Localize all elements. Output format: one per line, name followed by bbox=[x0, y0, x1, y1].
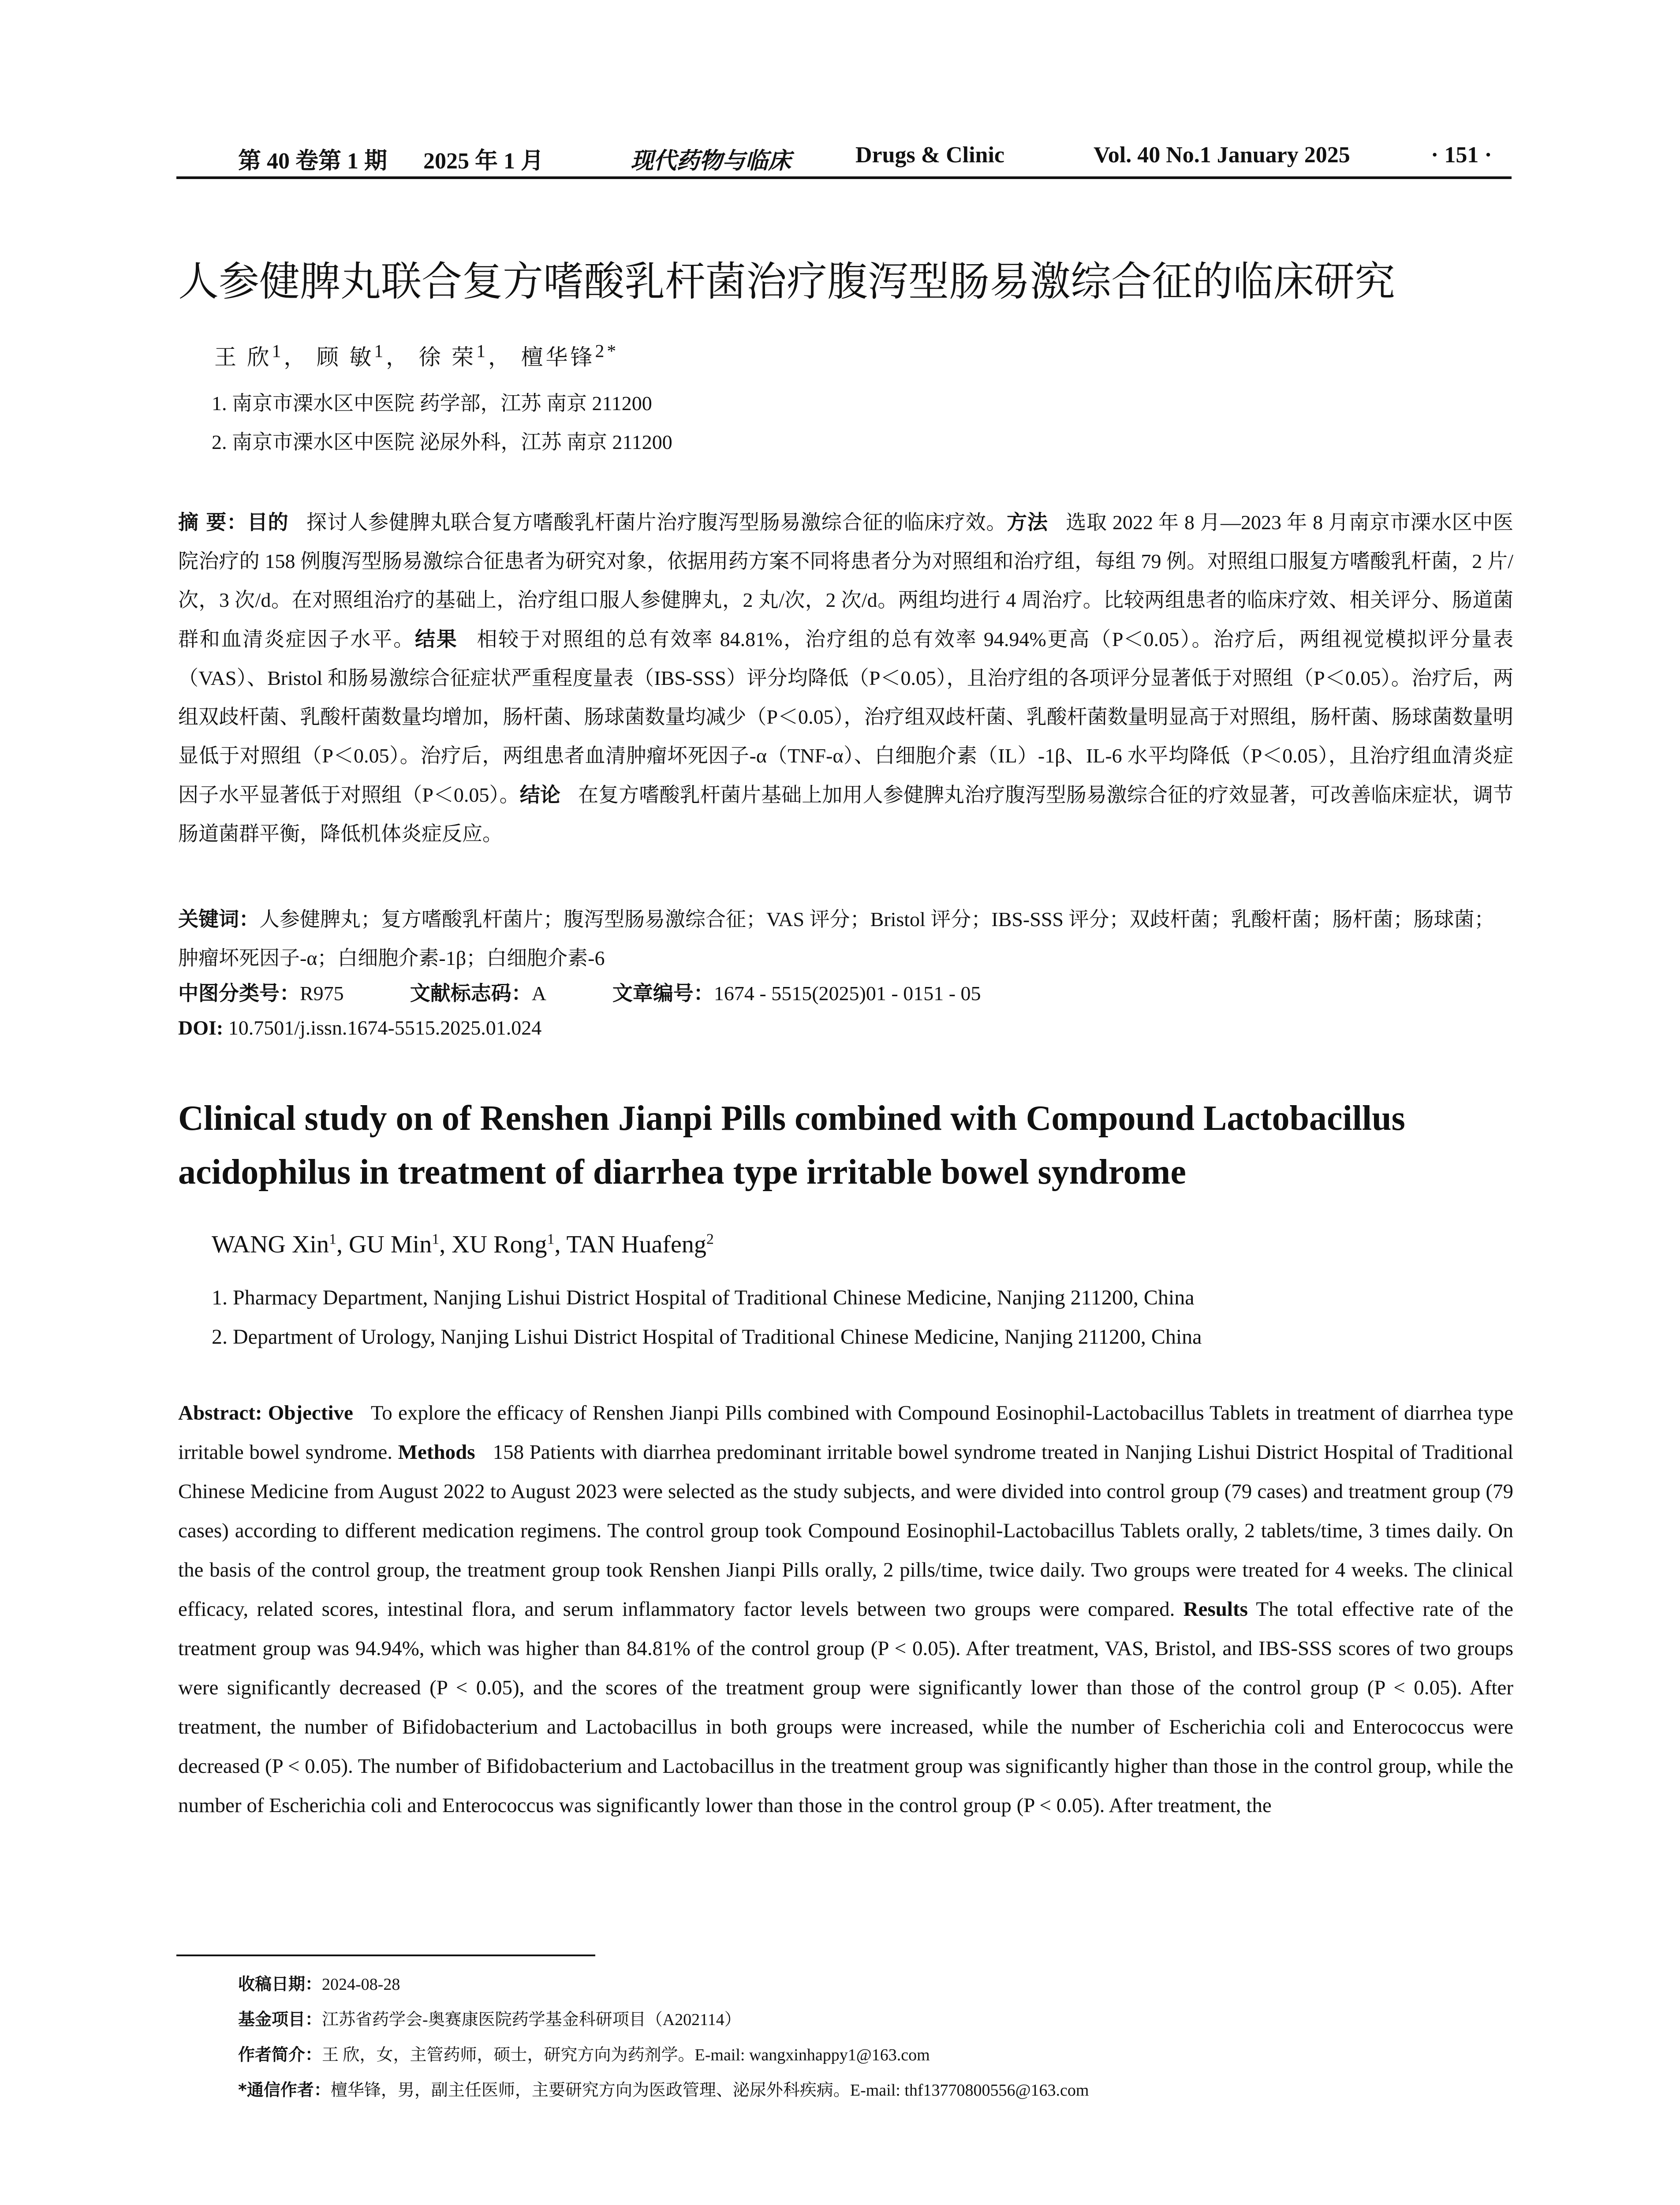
author-mark: 2* bbox=[595, 341, 619, 362]
title-zh: 人参健脾丸联合复方嗜酸乳杆菌治疗腹泻型肠易激综合征的临床研究 bbox=[178, 258, 1396, 305]
doc-code-label: 文献标志码： bbox=[410, 981, 532, 1005]
results-zh: 相较于对照组的总有效率 84.81%，治疗组的总有效率 94.94%更高（P＜0.05）。治疗后，两组视觉模拟评分量表（VAS）、Bristol 和肠易激综合征症状严重程度量表（IBS-SSS）评分均降低（P＜0.05），且治疗组的各项评分显著低于对照组（P＜0.05）。治疗后，两组双歧杆菌、乳酸杆菌数量均增加，肠杆菌、肠球菌数量均减少（P＜0.05），治疗组双歧杆菌、乳酸杆菌数量明显高于对照组，肠杆菌、肠球菌数量明显低于对照组（P＜0.05）。治疗后，两组患者血清肿瘤坏死因子-α（TNF-α）、白细胞介素（IL）-1β、IL-6 水平均降低（P＜0.05），且治疗组血清炎症因子水平显著低于对照组（P＜0.05）。 bbox=[178, 628, 1513, 806]
footnote-rule bbox=[176, 1955, 595, 1956]
conclusion-label-zh: 结论 bbox=[519, 783, 560, 807]
header-journal-zh: 现代药物与临床 bbox=[631, 149, 791, 174]
abstract-en-label: Abstract: Objective bbox=[178, 1401, 353, 1424]
title-en: Clinical study on of Renshen Jianpi Pills combined with Compound Lactobacillus acidophilus in treatment of diarrhea type irritable bowel syndrome bbox=[178, 1099, 1405, 1192]
classification-line bbox=[178, 977, 981, 1006]
doi-value: 10.7501/j.issn.1674-5515.2025.01.024 bbox=[228, 1017, 542, 1039]
author-mark: 1 bbox=[432, 1231, 440, 1248]
doi-line bbox=[178, 1016, 541, 1039]
footnote-label: 作者简介： bbox=[238, 2045, 322, 2064]
footnote-text: 江苏省药学会-奥赛康医院药学基金科研项目（A202114） bbox=[322, 2011, 741, 2029]
affiliation-en-2: 2. Department of Urology, Nanjing Lishui District Hospital of Traditional Chinese Medicine, Nanjing 211200, China bbox=[212, 1325, 1202, 1349]
clc-label: 中图分类号： bbox=[178, 981, 300, 1005]
objective-zh: 探讨人参健脾丸联合复方嗜酸乳杆菌片治疗腹泻型肠易激综合征的临床疗效。 bbox=[306, 511, 1007, 534]
results-label-en: Results bbox=[1183, 1598, 1248, 1621]
author-mark: 1 bbox=[547, 1231, 555, 1248]
author-mark: 1 bbox=[476, 341, 488, 362]
objective-label-zh: 目的 bbox=[247, 510, 289, 534]
doi-label: DOI: bbox=[178, 1017, 224, 1039]
abstract-en bbox=[178, 1394, 1513, 1825]
footnote-text: 2024-08-28 bbox=[322, 1975, 400, 1994]
authors-zh: 王 欣$^1$， 顾 敏$^1$， 徐 荣$^1$， 檀华锋$^{2*}$ bbox=[214, 341, 619, 370]
methods-label-zh: 方法 bbox=[1007, 510, 1048, 534]
author-mark: 1 bbox=[272, 341, 284, 362]
affiliation-zh-1: 1. 南京市溧水区中医院 药学部，江苏 南京 211200 bbox=[212, 392, 652, 415]
footnote-label: 基金项目： bbox=[238, 2010, 322, 2029]
author-zh: 王 欣 bbox=[214, 345, 272, 370]
affiliation-zh-2: 2. 南京市溧水区中医院 泌尿外科，江苏 南京 211200 bbox=[212, 431, 672, 453]
authors-en: WANG Xin$^1$, GU Min$^1$, XU Rong$^1$, TAN Huafeng$^2$ bbox=[212, 1231, 714, 1258]
affiliation-en-1: 1. Pharmacy Department, Nanjing Lishui District Hospital of Traditional Chinese Medicine, Nanjing 211200, China bbox=[212, 1286, 1195, 1309]
author-zh: 顾 敏 bbox=[316, 345, 374, 370]
header-rule bbox=[176, 176, 1512, 179]
footnote-author-bio bbox=[238, 2041, 930, 2065]
doc-code-value: A bbox=[531, 982, 546, 1005]
header-volume-en: Vol. 40 No.1 January 2025 bbox=[1094, 142, 1350, 168]
methods-label-en: Methods bbox=[398, 1441, 475, 1464]
header-page-number: · 151 · bbox=[1431, 142, 1492, 168]
author-zh: 徐 荣 bbox=[418, 345, 477, 370]
header-date-zh: 2025 年 1 月 bbox=[423, 149, 544, 174]
abstract-zh-label: 摘 要： bbox=[178, 510, 247, 534]
results-en: The total effective rate of the treatment group was 94.94%, which was higher than 84.81% of the control group (P < 0.05). After treatment, VAS, Bristol, and IBS-SSS scores of two groups were significantly decreased (P < 0.05), and the scores of the treatment group were significantly lower than those of the control group (P < 0.05). After treatment, the number of Bifidobacterium and Lactobacillus in both groups were increased, while the number of Escherichia coli and Enterococcus were decreased (P < 0.05). The number of Bifidobacterium and Lactobacillus in the treatment group was significantly higher than those in the control group, while the number of Escherichia coli and Enterococcus was significantly lower than those in the control group (P < 0.05). After treatment, the bbox=[178, 1598, 1514, 1817]
footnote-text: 王 欣，女，主管药师，硕士，研究方向为药剂学。E-mail: wangxinhappy1@163.com bbox=[322, 2046, 930, 2064]
article-no-value: 1674 - 5515(2025)01 - 0151 - 05 bbox=[713, 982, 981, 1005]
footnote-received bbox=[238, 1970, 400, 1995]
clc-value: R975 bbox=[300, 982, 344, 1005]
footnote-text: 檀华锋，男，副主任医师，主要研究方向为医政管理、泌尿外科疾病。E-mail: thf13770800556@163.com bbox=[330, 2081, 1089, 2100]
keywords-label: 关键词： bbox=[178, 907, 259, 931]
header-volume-zh: 第 40 卷第 1 期 bbox=[238, 149, 388, 174]
results-label-zh: 结果 bbox=[414, 627, 458, 651]
objective-en: To explore the efficacy of Renshen Jianpi Pills combined with Compound Eosinophil-Lactobacillus Tablets in treatment of diarrhea type irritable bowel syndrome. bbox=[178, 1401, 1513, 1464]
header-journal-en: Drugs & Clinic bbox=[855, 142, 1004, 168]
footnote-corresponding bbox=[238, 2076, 1089, 2100]
article-no-label: 文章编号： bbox=[612, 981, 714, 1005]
methods-en: 158 Patients with diarrhea predominant irritable bowel syndrome treated in Nanjing Lishui District Hospital of Traditional Chinese Medicine from August 2022 to August 2023 were selected as the study subjects, and were divided into control group (79 cases) and treatment group (79 cases) according to different medication regimens. The control group took Compound Eosinophil-Lactobacillus Tablets orally, 2 tablets/time, 3 times daily. On the basis of the control group, the treatment group took Renshen Jianpi Pills orally, 2 pills/time, twice daily. Two groups were treated for 4 weeks. The clinical efficacy, related scores, intestinal flora, and serum inflammatory factor levels between two groups were compared. bbox=[178, 1441, 1513, 1621]
author-zh: 檀华锋 bbox=[521, 345, 595, 370]
methods-zh: 选取 2022 年 8 月—2023 年 8 月南京市溧水区中医院治疗的 158 例腹泻型肠易激综合征患者为研究对象，依据用药方案不同将患者分为对照组和治疗组，每组 79 例。对照组口服复方嗜酸乳杆菌，2 片/次，3 次/d。在对照组治疗的基础上，治疗组口服人参健脾丸，2 丸/次，2 次/d。两组均进行 4 周治疗。比较两组患者的临床疗效、相关评分、肠道菌群和血清炎症因子水平。 bbox=[178, 511, 1514, 650]
keywords-zh bbox=[178, 900, 1513, 978]
author-mark: 2 bbox=[706, 1231, 714, 1248]
author-en: XU Rong bbox=[452, 1231, 547, 1258]
author-en: TAN Huafeng bbox=[566, 1231, 706, 1258]
author-en: WANG Xin bbox=[212, 1231, 329, 1258]
abstract-zh bbox=[178, 503, 1513, 853]
footnote-label: 收稿日期： bbox=[238, 1974, 322, 1994]
footnote-fund bbox=[238, 2006, 741, 2030]
footnote-label: *通信作者： bbox=[238, 2080, 331, 2100]
conclusion-zh: 在复方嗜酸乳杆菌片基础上加用人参健脾丸治疗腹泻型肠易激综合征的疗效显著，可改善临床症状，调节肠道菌群平衡，降低机体炎症反应。 bbox=[178, 784, 1514, 845]
author-mark: 1 bbox=[329, 1231, 336, 1248]
author-mark: 1 bbox=[374, 341, 386, 362]
author-en: GU Min bbox=[348, 1231, 432, 1258]
keywords-text: 人参健脾丸；复方嗜酸乳杆菌片；腹泻型肠易激综合征；VAS 评分；Bristol 评分；IBS-SSS 评分；双歧杆菌；乳酸杆菌；肠杆菌；肠球菌；肿瘤坏死因子-α；白细胞介素-1β；白细胞介素-6 bbox=[178, 908, 1495, 969]
